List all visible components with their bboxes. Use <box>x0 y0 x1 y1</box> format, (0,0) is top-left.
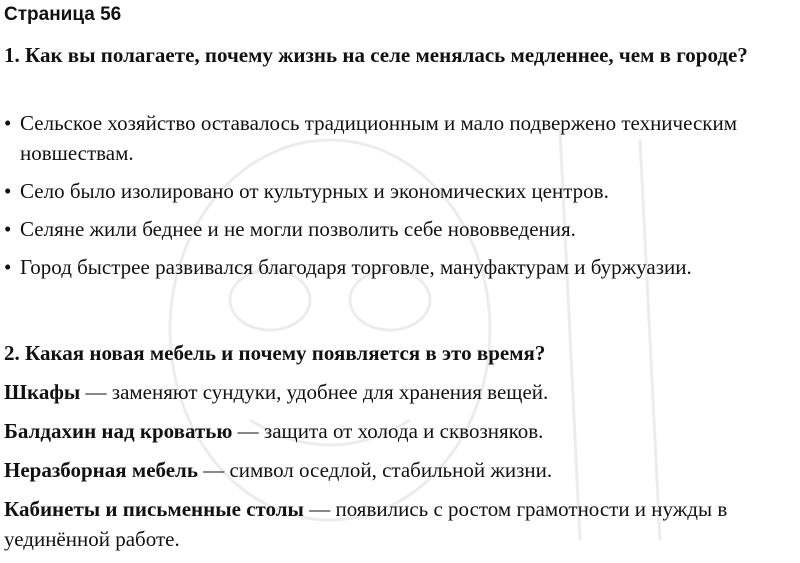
furniture-description: заменяют сундуки, удобнее для хранения вещей. <box>111 380 549 404</box>
list-item <box>4 252 794 282</box>
furniture-item <box>4 377 800 407</box>
list-item-text: Селяне жили беднее и не могли позволить себе нововведения. <box>20 217 576 241</box>
bullet-icon: • <box>4 179 12 203</box>
furniture-item <box>4 494 800 554</box>
list-item <box>4 108 794 168</box>
list-item-text: Сельское хозяйство оставалось традиционным и мало подвержено техническим новшествам. <box>20 111 738 165</box>
furniture-description: символ оседлой, стабильной жизни. <box>229 458 553 482</box>
bullet-icon: • <box>4 111 12 135</box>
furniture-term: Шкафы <box>4 380 81 404</box>
question-1-answer-list <box>4 108 794 290</box>
furniture-description: защита от холода и сквозняков. <box>263 419 544 443</box>
list-item <box>4 214 794 244</box>
furniture-term: Кабинеты и письменные столы <box>4 497 304 521</box>
bullet-icon: • <box>4 217 12 241</box>
dash-separator: — <box>197 458 230 482</box>
furniture-term: Неразборная мебель <box>4 458 198 482</box>
list-item <box>4 176 794 206</box>
furniture-item <box>4 416 800 446</box>
bullet-icon: • <box>4 255 12 279</box>
list-item-text: Город быстрее развивался благодаря торговле, мануфактурам и буржуазии. <box>20 255 692 279</box>
page-number-label: Страница 56 <box>4 4 122 25</box>
question-2-answer-list <box>4 377 800 563</box>
dash-separator: — <box>303 497 336 521</box>
question-2-title: 2. Какая новая мебель и почему появляется в это время? <box>4 341 546 365</box>
dash-separator: — <box>232 419 264 443</box>
furniture-description: появились с ростом грамотности и нужды в уединённой работе. <box>4 497 728 551</box>
question-1-title: 1. Как вы полагаете, почему жизнь на селе менялась медленнее, чем в городе? <box>4 43 748 67</box>
dash-separator: — <box>80 380 112 404</box>
furniture-term: Балдахин над кроватью <box>4 419 233 443</box>
list-item-text: Село было изолировано от культурных и экономических центров. <box>20 179 609 203</box>
furniture-item <box>4 455 800 485</box>
